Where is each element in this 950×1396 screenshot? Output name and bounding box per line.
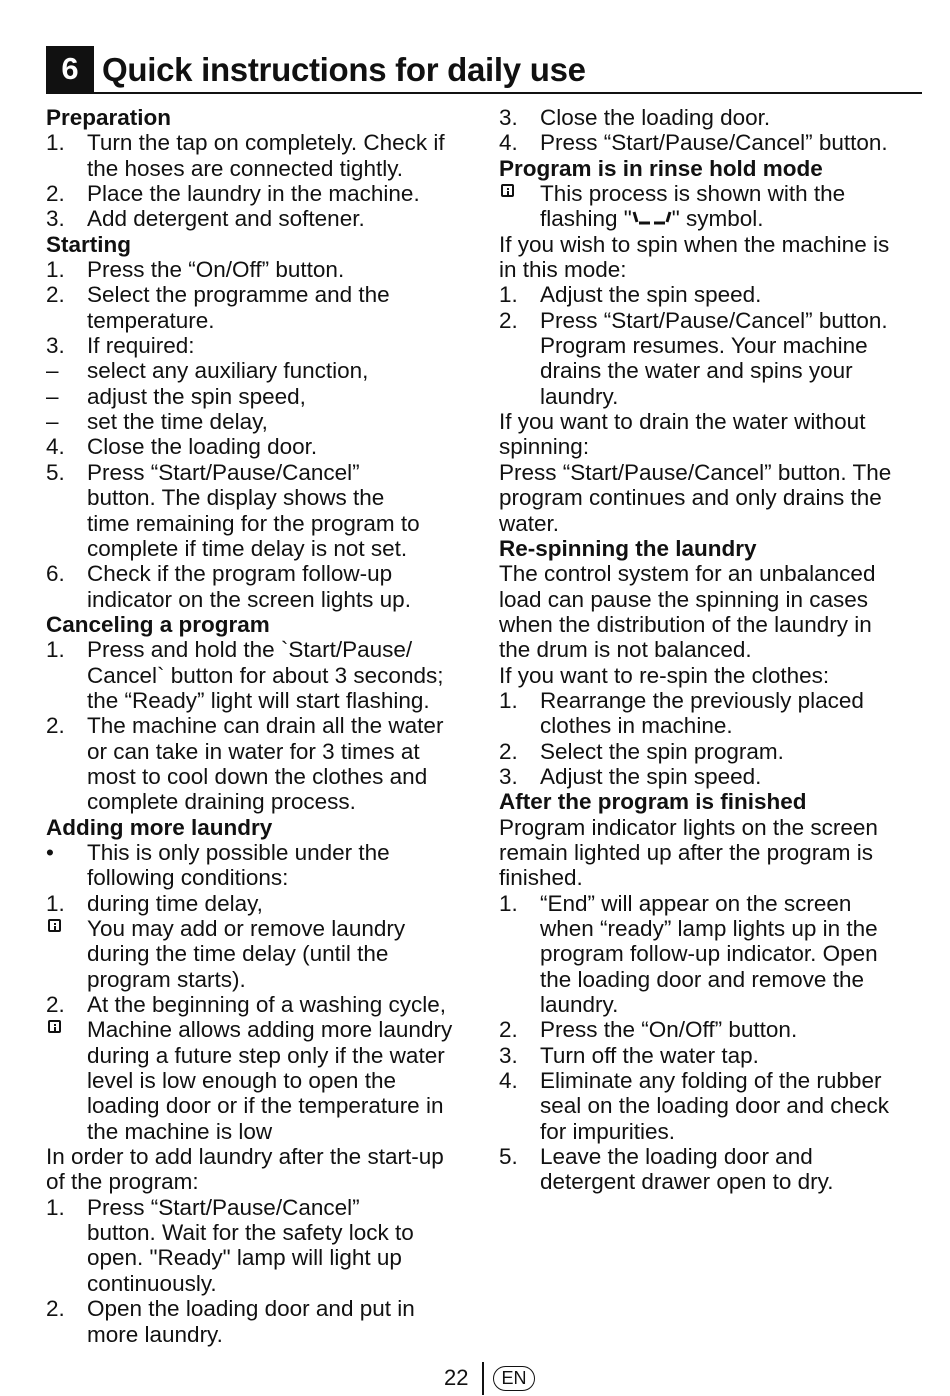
line: This process is shown with the [540, 181, 846, 207]
line: Press and hold the `Start/Pause/ [87, 637, 413, 663]
heading-canceling: Canceling a program [46, 611, 270, 637]
line-text: flashing " [540, 206, 632, 232]
list-item [499, 1017, 924, 1042]
list-marker: • [46, 839, 54, 865]
line: water. [499, 510, 560, 536]
list-item [46, 409, 474, 434]
list-marker: 1. [46, 1194, 65, 1220]
info-icon [501, 184, 514, 197]
list-item [46, 130, 474, 181]
line: Press “Start/Pause/Cancel” button. The [499, 459, 892, 485]
list-item [499, 739, 924, 764]
list-item [46, 460, 474, 561]
line: program continues and only drains the [499, 485, 882, 511]
line: Cancel` button for about 3 seconds; [87, 662, 444, 688]
line: Close the loading door. [87, 434, 318, 460]
line: Leave the loading door and [540, 1144, 813, 1170]
line: The machine can drain all the water [87, 713, 444, 739]
line: Press “Start/Pause/Cancel” [87, 459, 360, 485]
list-item [46, 333, 474, 358]
line: temperature. [87, 307, 215, 333]
list-item [499, 1068, 924, 1144]
section-header [46, 46, 922, 94]
line: Eliminate any folding of the rubber [540, 1068, 882, 1094]
list-item [499, 308, 924, 409]
line: the loading door and remove the [540, 966, 864, 992]
line: Place the laundry in the machine. [87, 181, 420, 207]
adding-list-steps [46, 1195, 474, 1347]
line: load can pause the spinning in cases [499, 586, 869, 612]
list-marker: 2. [46, 282, 65, 308]
line: complete draining process. [87, 789, 356, 815]
line: Close the loading door. [540, 105, 771, 130]
list-item [499, 764, 924, 789]
heading-after-program: After the program is finished [499, 789, 807, 815]
list-item [46, 1296, 474, 1347]
list-item [46, 282, 474, 333]
line: clothes in machine. [540, 713, 733, 739]
list-item [46, 206, 474, 231]
footer-divider [482, 1362, 484, 1395]
list-marker: 3. [46, 206, 65, 232]
list-item [46, 891, 474, 916]
respin-paragraph [499, 561, 924, 688]
list-marker: 3. [46, 333, 65, 359]
line: complete if time delay is not set. [87, 535, 408, 561]
list-marker: 2. [46, 1296, 65, 1322]
line: In order to add laundry after the start-up [46, 1144, 444, 1170]
canceling-list [46, 637, 474, 814]
line: or can take in water for 3 times at [87, 738, 420, 764]
line: the hoses are connected tightly. [87, 155, 404, 181]
line: program starts). [87, 966, 246, 992]
list-item [499, 1144, 924, 1195]
list-marker: 3. [499, 105, 518, 130]
adding-list-continued [499, 105, 924, 156]
list-item [46, 358, 474, 383]
language-badge: EN [493, 1366, 535, 1391]
line: If you want to drain the water without [499, 409, 866, 435]
heading-starting: Starting [46, 231, 132, 257]
rinse-hold-info-note [499, 181, 924, 232]
line: loading door or if the temperature in [87, 1093, 444, 1119]
line: following conditions: [87, 865, 289, 891]
info-note [46, 916, 474, 992]
line: laundry. [540, 992, 619, 1018]
line: If you wish to spin when the machine is [499, 231, 890, 257]
line: Program indicator lights on the screen [499, 814, 878, 840]
heading-preparation: Preparation [46, 105, 172, 130]
line: Rearrange the previously placed [540, 687, 864, 713]
list-marker: 5. [499, 1144, 518, 1170]
line: finished. [499, 865, 583, 891]
list-marker: 1. [46, 130, 65, 156]
starting-list [46, 257, 474, 612]
list-marker: 4. [499, 1068, 518, 1094]
line: the “Ready” light will start flashing. [87, 687, 430, 713]
line: Press “Start/Pause/Cancel” button. [540, 307, 888, 333]
list-item [499, 891, 924, 1018]
line: when “ready” lamp lights up in the [540, 916, 878, 941]
line: adjust the spin speed, [87, 383, 306, 409]
adding-list [46, 840, 474, 1144]
list-marker: 6. [46, 561, 65, 587]
line: Press the “On/Off” button. [87, 257, 345, 283]
line: select any auxiliary function, [87, 358, 369, 384]
line: button. Wait for the safety lock to [87, 1220, 414, 1246]
list-marker: 1. [499, 890, 518, 916]
list-item [499, 1043, 924, 1068]
line: indicator on the screen lights up. [87, 586, 411, 612]
list-item [46, 1195, 474, 1296]
info-marker [46, 916, 82, 941]
list-marker: 2. [499, 307, 518, 333]
line: drains the water and spins your [540, 358, 853, 384]
list-marker: 4. [499, 130, 518, 156]
line: If you want to re-spin the clothes: [499, 662, 830, 688]
line: “End” will appear on the screen [540, 890, 852, 916]
info-icon [48, 919, 61, 932]
rinse-hold-list [499, 282, 924, 409]
list-marker: 2. [46, 992, 65, 1018]
list-marker: 2. [499, 738, 518, 764]
page-number: 22 [444, 1365, 469, 1390]
line: remain lighted up after the program is [499, 839, 873, 865]
adding-paragraph [46, 1144, 474, 1195]
list-item [499, 282, 924, 307]
list-marker: 1. [46, 890, 65, 916]
line: more laundry. [87, 1321, 223, 1347]
left-column [46, 105, 474, 1347]
line: You may add or remove laundry [87, 916, 406, 941]
line: Adjust the spin speed. [540, 282, 762, 308]
info-icon [48, 1020, 61, 1033]
list-item [46, 181, 474, 206]
list-item [499, 130, 924, 155]
line: Select the spin program. [540, 738, 784, 764]
line: time remaining for the program to [87, 510, 420, 536]
section-number-badge: 6 [46, 46, 94, 92]
line: Turn off the water tap. [540, 1042, 759, 1068]
list-item [46, 992, 474, 1017]
line: continuously. [87, 1270, 217, 1296]
list-item [499, 688, 924, 739]
respin-list [499, 688, 924, 789]
after-list [499, 891, 924, 1195]
list-marker: 2. [46, 181, 65, 207]
line: At the beginning of a washing cycle, [87, 992, 446, 1018]
line: when the distribution of the laundry in [499, 611, 872, 637]
heading-adding-laundry: Adding more laundry [46, 814, 273, 840]
info-note [46, 1017, 474, 1144]
line: If required: [87, 333, 195, 359]
list-marker: 3. [499, 1042, 518, 1068]
list-marker: 1. [499, 687, 518, 713]
line: during a future step only if the water [87, 1042, 445, 1068]
list-marker: – [46, 383, 59, 409]
list-marker: – [46, 358, 59, 384]
line: Press “Start/Pause/Cancel” button. [540, 130, 888, 156]
line: detergent drawer open to dry. [540, 1169, 834, 1195]
list-marker: 3. [499, 763, 518, 789]
line: laundry. [540, 383, 619, 409]
line: Add detergent and softener. [87, 206, 365, 232]
line: of the program: [46, 1169, 199, 1195]
list-item [46, 257, 474, 282]
heading-rinse-hold: Program is in rinse hold mode [499, 155, 823, 181]
line [540, 206, 924, 231]
heading-respinning: Re-spinning the laundry [499, 535, 757, 561]
line: during time delay, [87, 890, 263, 916]
page-footer [0, 1362, 950, 1396]
list-marker: 4. [46, 434, 65, 460]
line: spinning: [499, 434, 590, 460]
list-item [499, 105, 924, 130]
rinse-hold-paragraph [499, 232, 924, 283]
line: Open the loading door and put in [87, 1296, 415, 1322]
after-paragraph [499, 815, 924, 891]
line: level is low enough to open the [87, 1068, 396, 1094]
info-marker [499, 181, 535, 206]
list-marker: 5. [46, 459, 65, 485]
line: for impurities. [540, 1118, 676, 1144]
list-marker: 2. [499, 1017, 518, 1043]
line: Press the “On/Off” button. [540, 1017, 798, 1043]
line: Select the programme and the [87, 282, 390, 308]
line: Adjust the spin speed. [540, 763, 762, 789]
list-item [46, 713, 474, 814]
line: in this mode: [499, 257, 627, 283]
list-marker: 1. [499, 282, 518, 308]
line: the machine is low [87, 1118, 273, 1144]
line: open. "Ready" lamp will light up [87, 1245, 402, 1271]
line: Machine allows adding more laundry [87, 1017, 453, 1043]
line: most to cool down the clothes and [87, 763, 428, 789]
rinse-hold-paragraph-2 [499, 409, 924, 536]
page-title: Quick instructions for daily use [102, 51, 586, 88]
info-marker [46, 1017, 82, 1042]
list-marker: 2. [46, 713, 65, 739]
line: The control system for an unbalanced [499, 561, 876, 587]
list-item [46, 637, 474, 713]
list-item [46, 434, 474, 459]
line: the drum is not balanced. [499, 637, 752, 663]
line: during the time delay (until the [87, 941, 389, 967]
line: Check if the program follow-up [87, 561, 393, 587]
list-marker: 1. [46, 637, 65, 663]
rinse-hold-symbol-right-stroke [667, 212, 670, 222]
list-marker: – [46, 409, 59, 435]
line-text: " symbol. [671, 206, 764, 232]
list-item [46, 384, 474, 409]
line: Press “Start/Pause/Cancel” [87, 1194, 360, 1220]
line: program follow-up indicator. Open [540, 941, 878, 967]
rinse-hold-symbol-left-stroke [634, 212, 637, 222]
line: This is only possible under the [87, 839, 390, 865]
rinse-hold-symbol-icon [632, 210, 672, 226]
preparation-list [46, 130, 474, 231]
line: set the time delay, [87, 409, 268, 435]
line: seal on the loading door and check [540, 1093, 890, 1119]
list-item [46, 840, 474, 891]
list-marker: 1. [46, 257, 65, 283]
line: Program resumes. Your machine [540, 333, 868, 359]
list-item [46, 561, 474, 612]
right-column [499, 105, 924, 1195]
line: Turn the tap on completely. Check if [87, 130, 445, 156]
line: button. The display shows the [87, 485, 385, 511]
